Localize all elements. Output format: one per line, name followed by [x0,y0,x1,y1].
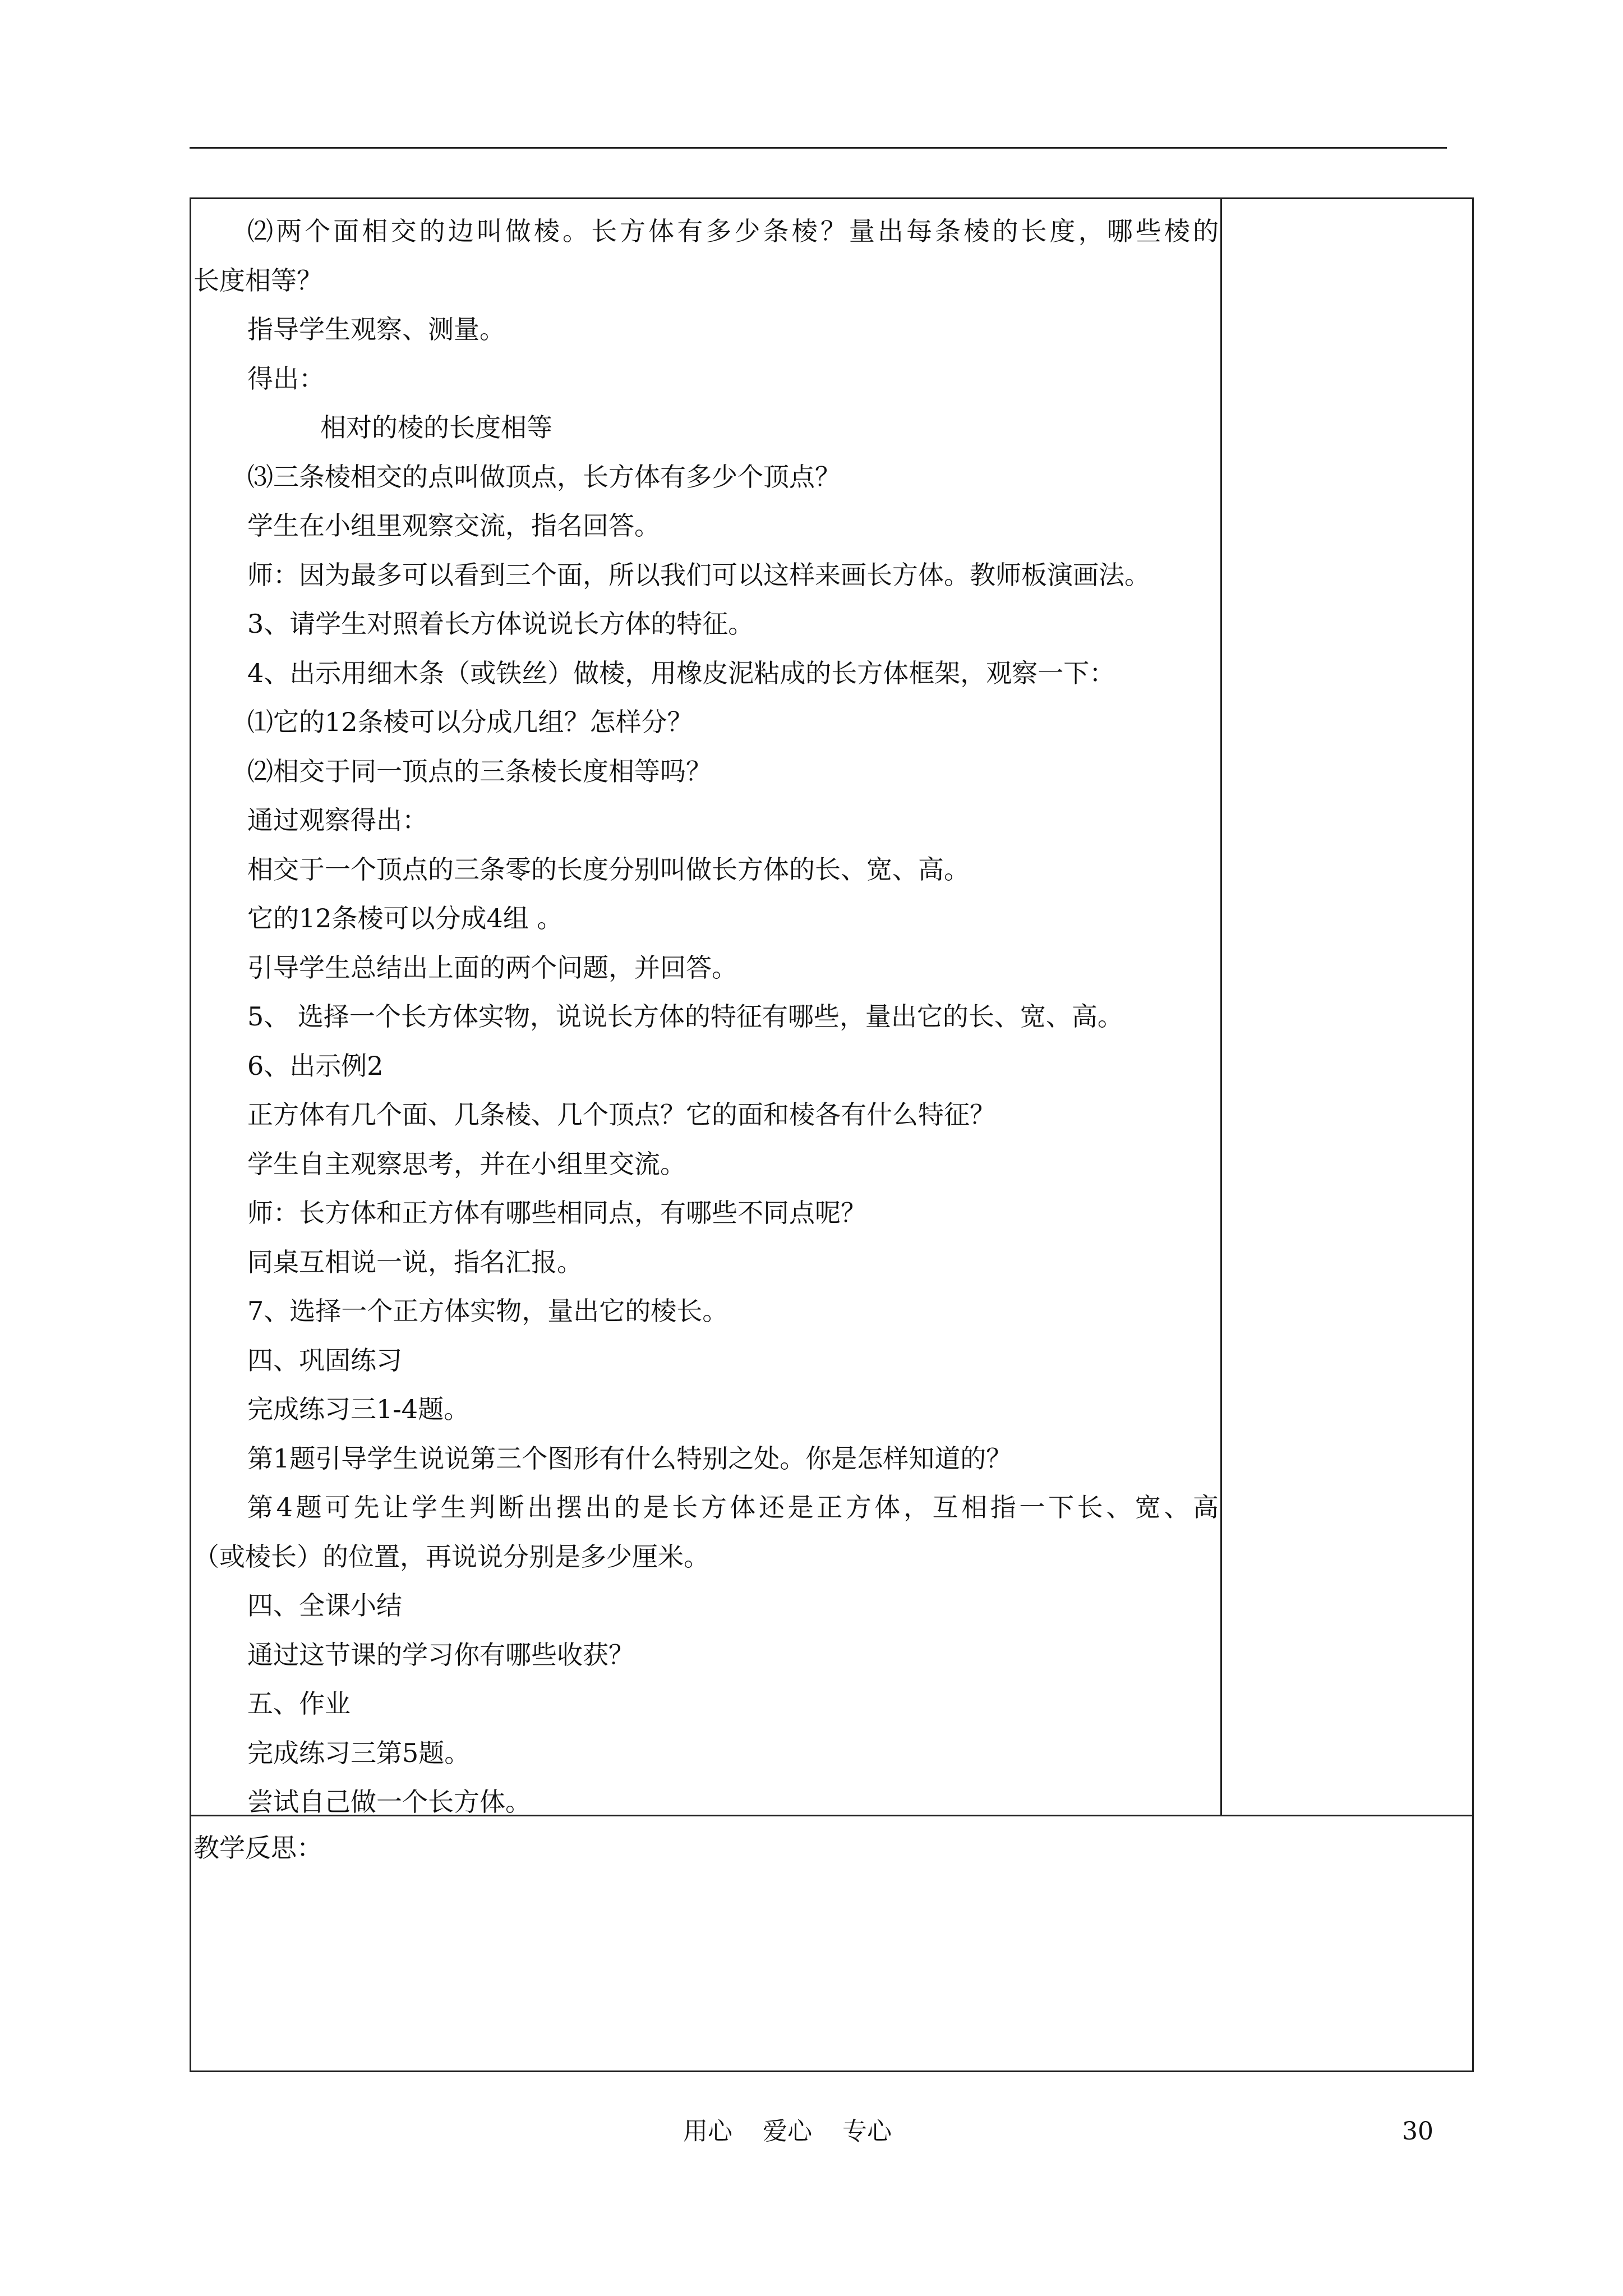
lesson-content-cell [191,199,1222,1815]
content-line: 通过观察得出： [247,805,428,835]
content-line: 同桌互相说一说，指名汇报。 [247,1246,583,1277]
content-line: 得出： [247,363,325,394]
content-line: （或棱长）的位置，再说说分别是多少厘米。 [193,1541,709,1572]
teaching-reflection-label: 教学反思： [193,1833,322,1863]
content-line: 正方体有几个面、几条棱、几个顶点？它的面和棱各有什么特征？ [247,1099,995,1130]
content-line: 完成练习三1-4题。 [247,1394,470,1424]
content-line: ⑴它的12条棱可以分成几组？怎样分？ [247,707,693,737]
content-line: 相对的棱的长度相等 [320,412,552,443]
content-line: 完成练习三第5题。 [247,1737,471,1768]
content-line: 师：因为最多可以看到三个面，所以我们可以这样来画长方体。教师板演画法。 [247,559,1150,590]
content-line: 长度相等？ [193,265,322,296]
teaching-reflection-row [191,1815,1472,2070]
content-line: 它的12条棱可以分成4组 。 [247,903,563,933]
content-line: 尝试自己做一个长方体。 [247,1787,531,1817]
content-line: 第1题引导学生说说第三个图形有什么特别之处。你是怎样知道的？ [247,1443,1012,1474]
footer-motto: 用心 爱心 专心 [683,2117,892,2146]
content-line: 相交于一个顶点的三条零的长度分别叫做长方体的长、宽、高。 [247,854,970,885]
header-rule [190,147,1447,149]
lesson-content-lines [191,207,1222,1827]
content-line: 学生在小组里观察交流，指名回答。 [247,510,660,541]
content-line: 通过这节课的学习你有哪些收获？ [247,1639,634,1670]
page-number: 30 [1402,2117,1433,2146]
content-line: ⑵两个面相交的边叫做棱。长方体有多少条棱？量出每条棱的长度，哪些棱的 [247,216,1219,246]
content-line: 学生自主观察思考，并在小组里交流。 [247,1148,686,1179]
content-line: ⑶三条棱相交的点叫做顶点，长方体有多少个顶点？ [247,461,841,492]
content-line: 4、出示用细木条（或铁丝）做棱，用橡皮泥粘成的长方体框架，观察一下： [247,657,1115,688]
content-line: 指导学生观察、测量。 [247,314,505,344]
content-line: 师：长方体和正方体有哪些相同点，有哪些不同点呢？ [247,1198,866,1228]
content-line: 四、全课小结 [247,1590,402,1621]
content-line: 四、巩固练习 [247,1345,402,1375]
content-line: 5、 选择一个长方体实物，说说长方体的特征有哪些，量出它的长、宽、高。 [247,1001,1123,1032]
notes-cell [1222,199,1472,1815]
content-line: 3、请学生对照着长方体说说长方体的特征。 [247,609,754,639]
content-line: 第4题可先让学生判断出摆出的是长方体还是正方体，互相指一下长、宽、高 [247,1492,1219,1522]
content-line: 7、选择一个正方体实物，量出它的棱长。 [247,1296,728,1326]
lesson-plan-table [190,197,1474,2072]
content-line: 引导学生总结出上面的两个问题，并回答。 [247,952,737,983]
content-line: 五、作业 [247,1688,351,1719]
content-line: 6、出示例2 [247,1050,384,1081]
content-line: ⑵相交于同一顶点的三条棱长度相等吗？ [247,756,712,786]
